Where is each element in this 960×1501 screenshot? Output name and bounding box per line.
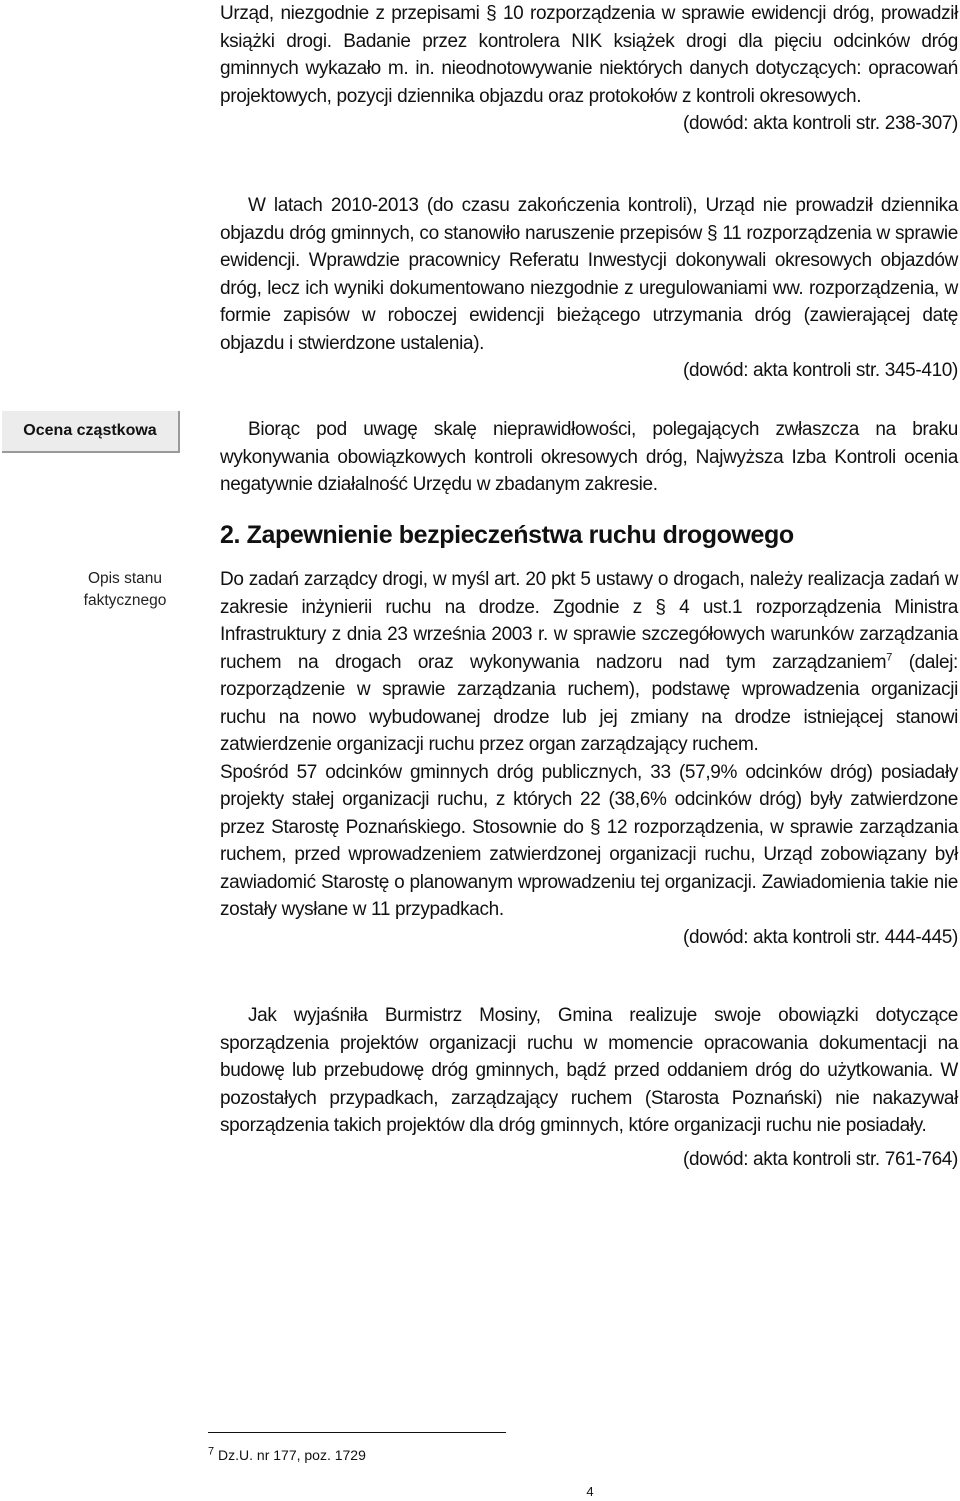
paragraph-road-inspection-log bbox=[220, 192, 958, 385]
paragraph-text: W latach 2010-2013 (do czasu zakończenia kontroli), Urząd nie prowadził dziennika objazdu dróg gminnych, co stanowiło naruszenie przepisów § 11 rozporządzenia w sprawie ewidencji. Wprawdzie pracownicy Referatu Inwestycji dokonywali okresowych objazdów dróg, lecz ich wyniki dokumentowano niezgodnie z uregulowaniami ww. rozporządzenia, w formie zapisów w roboczej ewidencji bieżącego utrzymania dróg (zawierającej datę objazdu i stwierdzone ustalenia). bbox=[220, 195, 958, 354]
footnote-reference: 7 bbox=[886, 651, 893, 664]
paragraph-text: Spośród 57 odcinków gminnych dróg publicznych, 33 (57,9% odcinków dróg) posiadały projekty stałej organizacji ruchu, z których 22 (38,6% odcinków dróg) były zatwierdzone przez Starostę Poznańskiego. Stosownie do § 12 rozporządzenia, w sprawie zarządzania ruchem, przed wprowadzeniem zatwierdzonej organizacji ruchu, Urząd zobowiązany był zawiadomić Starostę o planowanym wprowadzeniu tej organizacji. Zawiadomienia takie nie zostały wysłane w 11 przypadkach. bbox=[220, 761, 958, 920]
paragraph-text: Urząd, niezgodnie z przepisami § 10 rozporządzenia w sprawie ewidencji dróg, prowadził książki drogi. Badanie przez kontrolera NIK książek drogi dla pięciu odcinków dróg gminnych wykazało m. in. nieodnotowywanie niektórych danych dotyczących: opracowań projektowych, pozycji dziennika objazdu oraz protokołów z kontroli okresowych. bbox=[220, 3, 958, 107]
evidence-reference: (dowód: akta kontroli str. 345-410) bbox=[682, 360, 958, 381]
paragraph-text: Biorąc pod uwagę skalę nieprawidłowości, polegających zwłaszcza na braku wykonywania obowiązkowych kontroli okresowych dróg, Najwyższa Izba Kontroli ocenia negatywnie działalność Urzędu w zbadanym zakresie. bbox=[220, 419, 958, 495]
paragraph-text-part: (dalej: rozporządzenie w sprawie zarządzania ruchem), podstawę wprowadzenia organizacji ruchu na nowo wybudowanej drodze lub jej zmiany na drodze istniejącej stanowi zatwierdzenie organizacji ruchu przez organ zarządzający ruchem. bbox=[220, 651, 958, 755]
evidence-reference: (dowód: akta kontroli str. 444-445) bbox=[682, 926, 958, 948]
footnote-text: Dz.U. nr 177, poz. 1729 bbox=[218, 1447, 366, 1463]
paragraph-traffic-management bbox=[220, 566, 958, 951]
facts-description-label: Opis stanu faktycznego bbox=[83, 570, 167, 609]
assessment-label-box bbox=[2, 411, 180, 453]
section-heading: 2. Zapewnienie bezpieczeństwa ruchu drogowego bbox=[220, 521, 794, 549]
paragraph-partial-assessment bbox=[220, 416, 958, 499]
paragraph-mayor-explanation bbox=[220, 1002, 958, 1173]
page-number: 4 bbox=[586, 1484, 594, 1499]
footnote-number: 7 bbox=[208, 1445, 215, 1458]
evidence-reference: (dowód: akta kontroli str. 238-307) bbox=[682, 113, 958, 134]
paragraph-text-part: Do zadań zarządcy drogi, w myśl art. 20 pkt 5 ustawy o drogach, należy realizacja zadań w zakresie inżynierii ruchu na drodze. Zgodnie z § 4 ust.1 rozporządzenia Ministra Infrastruktury z dnia 23 września 2003 r. w sprawie szczegółowych warunków zarządzania ruchem na drogach oraz wykonywania nadzoru nad tym zarządzaniem bbox=[220, 569, 958, 673]
footnote bbox=[208, 1447, 366, 1463]
paragraph-text: Jak wyjaśniła Burmistrz Mosiny, Gmina realizuje swoje obowiązki dotyczące sporządzenia projektów organizacji ruchu w momencie opracowania dokumentacji na budowę lub przebudowę dróg gminnych, bądź przed oddaniem dróg do użytkowania. W pozostałych przypadkach, zarządzający ruchem (Starosta Poznański) nie nakazywał sporządzenia takich projektów dla dróg gminnych, które organizacji ruchu nie posiadały. bbox=[220, 1005, 958, 1136]
paragraph-text bbox=[220, 566, 958, 759]
evidence-reference: (dowód: akta kontroli str. 761-764) bbox=[682, 1148, 958, 1170]
paragraph-road-books bbox=[220, 0, 958, 138]
assessment-label: Ocena cząstkowa bbox=[23, 422, 157, 439]
footnote-divider bbox=[208, 1432, 506, 1433]
